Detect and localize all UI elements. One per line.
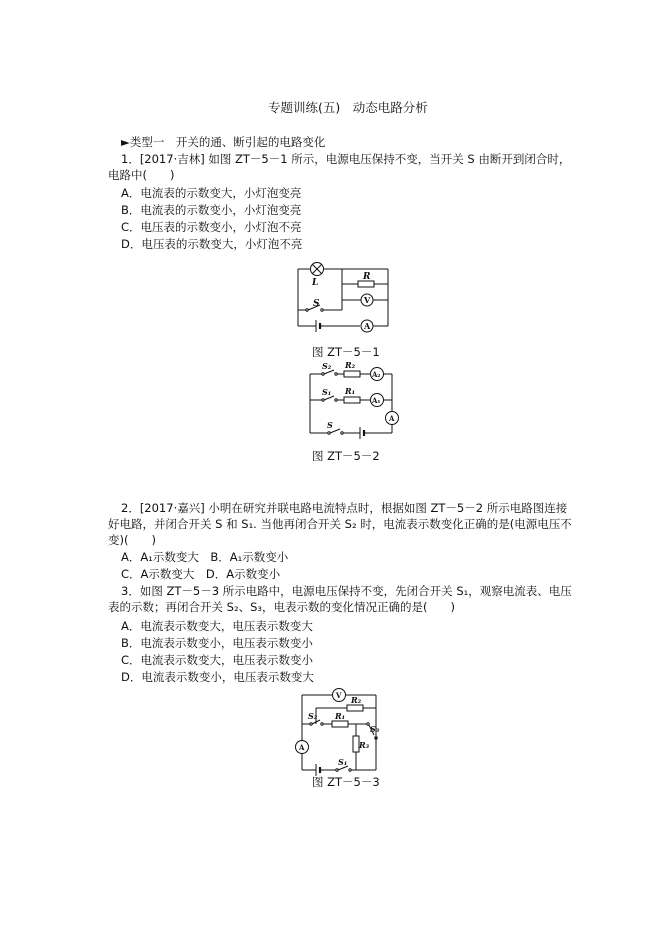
a1-label: A₁	[372, 396, 381, 405]
r1-label-3: R₁	[335, 711, 346, 721]
question-1-option-d: D．电压表的示数变大，小灯泡不亮	[121, 237, 303, 251]
question-3-option-d: D．电流表示数变小，电压表示数变大	[121, 670, 314, 684]
question-2-line-1: 2．[2017·嘉兴] 小明在研究并联电路电流特点时，根据如图 ZT－5－2 所示电路图连接	[121, 501, 568, 515]
s1-label-3: S₁	[338, 757, 348, 767]
circuit-figure-1	[290, 258, 400, 338]
question-2-options-cd: C．A示数变大 D．A示数变小	[121, 567, 281, 581]
v-label: V	[336, 691, 342, 700]
a2-label: A₂	[372, 370, 381, 379]
switch-label: S	[313, 299, 320, 309]
voltmeter-label: V	[364, 295, 371, 305]
question-1-option-b: B．电流表的示数变小，小灯泡变亮	[121, 203, 302, 217]
a-label: A	[389, 414, 395, 423]
question-2-line-3: 变)( )	[108, 533, 156, 547]
s-label: S	[327, 420, 333, 430]
page-title: 专题训练(五) 动态电路分析	[268, 100, 428, 115]
lamp-label: L	[312, 278, 319, 288]
question-3-option-b: B．电流表示数变小，电压表示数变小	[121, 636, 313, 650]
r1-label: R₁	[345, 386, 356, 396]
question-3-line-1: 3．如图 ZT－5－3 所示电路中，电源电压保持不变，先闭合开关 S₁，观察电流表、电压	[121, 584, 572, 598]
r3-label-3: R₃	[359, 740, 370, 750]
question-3-line-2: 表的示数；再闭合开关 S₂、S₃，电表示数的变化情况正确的是( )	[108, 600, 455, 614]
r2-label: R₂	[345, 360, 356, 370]
question-1-line-1: 1．[2017·吉林] 如图 ZT－5－1 所示，电源电压保持不变，当开关 S 由断开到闭合时，	[121, 152, 571, 166]
figure-1-caption: 图 ZT－5－1	[312, 345, 380, 359]
question-3-option-a: A．电流表示数变大，电压表示数变大	[121, 619, 313, 633]
circuit-figure-2	[300, 360, 410, 440]
question-1-option-a: A．电流表的示数变大，小灯泡变亮	[121, 186, 302, 200]
question-1-line-2: 电路中( )	[108, 168, 175, 182]
circuit-figure-3	[292, 686, 382, 776]
circuit-diagram-1	[290, 258, 400, 338]
a-label-3: A	[299, 743, 305, 752]
s2-label-3: S₂	[308, 711, 318, 721]
circuit-diagram-3	[292, 686, 382, 776]
question-2-line-2: 好电路，并闭合开关 S 和 S₁. 当他再闭合开关 S₂ 时，电流表示数变化正确的是(电源电压不	[108, 517, 572, 531]
r2-label-3: R₂	[351, 695, 362, 705]
question-1-option-c: C．电压表的示数变小，小灯泡不亮	[121, 220, 302, 234]
question-2-options-ab: A．A₁示数变大 B．A₁示数变小	[121, 550, 289, 564]
figure-3-caption: 图 ZT－5－3	[312, 775, 380, 789]
resistor-label: R	[363, 272, 371, 282]
s3-label-3: S₃	[370, 724, 380, 734]
section-heading: ►类型一 开关的通、断引起的电路变化	[121, 135, 326, 149]
ammeter-label: A	[364, 321, 371, 331]
s1-label: S₁	[322, 387, 332, 397]
question-3-option-c: C．电流表示数变大，电压表示数变小	[121, 653, 314, 667]
circuit-diagram-2	[300, 360, 410, 440]
s2-label: S₂	[322, 361, 332, 371]
figure-2-caption: 图 ZT－5－2	[312, 449, 380, 463]
